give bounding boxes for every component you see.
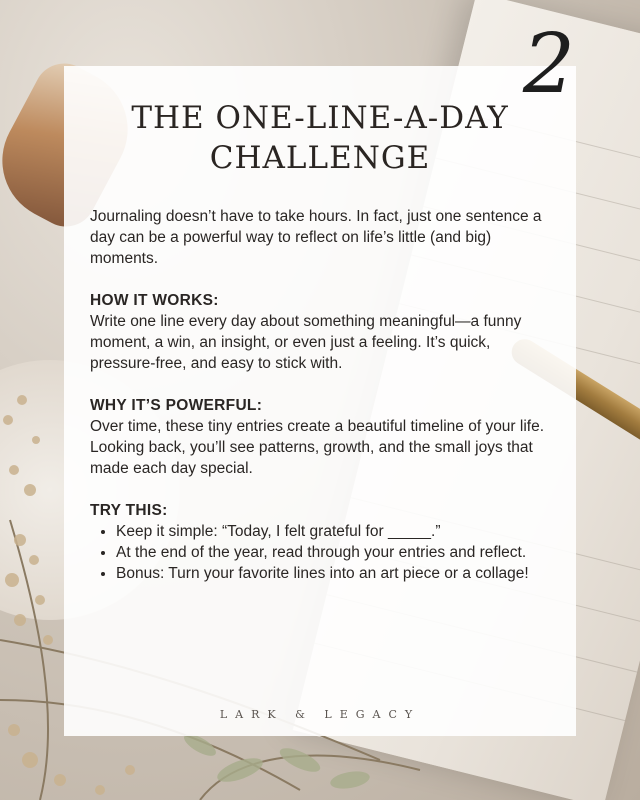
intro-paragraph: Journaling doesn’t have to take hours. In fact, just one sentence a day can be a powerful way to reflect on life’s little (and big) moments.	[90, 208, 542, 267]
list-item: • At the end of the year, read through your entries and reflect.	[116, 542, 554, 563]
try-this-list	[90, 521, 554, 584]
body-content	[90, 206, 554, 584]
try-this-section	[90, 500, 554, 584]
page-title	[64, 98, 576, 178]
why-powerful-section	[90, 395, 554, 479]
content-card	[64, 66, 576, 736]
page-number: 2	[522, 17, 576, 112]
how-it-works-section	[90, 290, 554, 374]
title-line-2: CHALLENGE	[209, 140, 431, 176]
title-line-1: THE ONE-LINE-A-DAY	[131, 100, 509, 136]
brand-footer: LARK & LEGACY	[219, 708, 421, 721]
list-item: • Keep it simple: “Today, I felt grateful for _____.”	[116, 521, 554, 542]
list-item: • Bonus: Turn your favorite lines into an art piece or a collage!	[116, 563, 554, 584]
how-it-works-heading: HOW IT WORKS:	[90, 292, 219, 309]
how-it-works-text: Write one line every day about something meaningful—a funny moment, a win, an insight, or even just a feeling. It’s quick, pressure-free, and easy to stick with.	[90, 313, 522, 372]
why-powerful-heading: WHY IT’S POWERFUL:	[90, 397, 263, 414]
try-this-heading: TRY THIS:	[90, 502, 168, 519]
why-powerful-text: Over time, these tiny entries create a beautiful timeline of your life. Looking back, you’ll see patterns, growth, and the small joys that made each day special.	[90, 418, 545, 477]
